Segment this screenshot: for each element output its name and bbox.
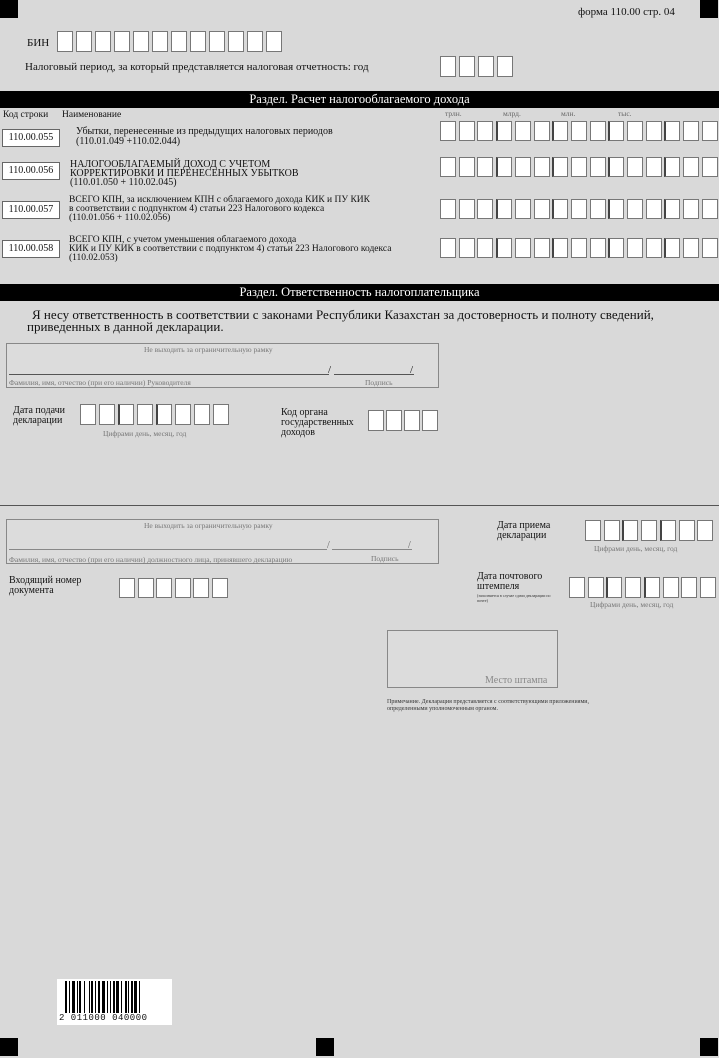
row-code-058: 110.00.058 [2,240,60,258]
row-value-cell[interactable] [571,199,587,219]
stamp-label: Место штампа [485,675,548,686]
row-value-cell[interactable] [627,199,643,219]
row-value-cell[interactable] [664,199,680,219]
barcode [57,979,172,1025]
receipt-date-cell[interactable] [679,520,695,541]
row-value-cell[interactable] [664,121,680,141]
row-value-cell[interactable] [477,199,493,219]
row-value-cell[interactable] [627,157,643,177]
barcode-bar [134,981,137,1017]
period-year-cell[interactable] [478,56,494,77]
bin-digit-cell[interactable] [133,31,149,52]
row-value-cell[interactable] [590,238,606,258]
row-value-cell[interactable] [646,121,662,141]
official-name-line[interactable] [9,549,327,550]
row-value-cell[interactable] [646,199,662,219]
row-value-cell[interactable] [590,121,606,141]
row-value-cell[interactable] [534,238,550,258]
row-value-cell[interactable] [534,157,550,177]
row-code-057: 110.00.057 [2,201,60,219]
note-text: Примечание. Декларация представляется с соответствующими приложениями, определенными уполномоченным органом. [387,699,589,712]
submit-date-cell[interactable] [194,404,210,425]
row-value-cell[interactable] [459,157,475,177]
row-value-cell[interactable] [627,238,643,258]
head-signature-line[interactable] [334,374,414,375]
submit-date-cell[interactable] [80,404,96,425]
barcode-bar [91,981,93,1017]
barcode-bar [128,981,129,1017]
submit-date-label: Дата подачи декларации [13,405,66,426]
receipt-date-hint: Цифрами день, месяц, год [594,544,678,553]
official-signature-line[interactable] [332,549,412,550]
receipt-date-label: Дата приема декларации [497,520,551,541]
postmark-date-cell[interactable] [681,577,697,598]
row-value-cell[interactable] [459,238,475,258]
authority-code-cell[interactable] [422,410,438,431]
row-value-cell[interactable] [459,199,475,219]
slash: / [410,364,414,376]
barcode-bar [110,981,111,1017]
row-value-cell[interactable] [683,121,699,141]
row-value-cell[interactable] [608,199,624,219]
row-value-cell[interactable] [496,199,512,219]
row-value-cell[interactable] [627,121,643,141]
incoming-number-cell[interactable] [156,578,172,598]
barcode-bar [84,981,85,1017]
bin-digit-cell[interactable] [228,31,244,52]
row-value-cell[interactable] [664,238,680,258]
postmark-date-label: Дата почтового штемпеля [477,571,543,592]
row-value-cell[interactable] [590,157,606,177]
row-value-cell[interactable] [608,121,624,141]
submit-date-cell[interactable] [213,404,229,425]
postmark-date-cell[interactable] [663,577,679,598]
unit-trillion: трлн. [445,109,462,118]
postmark-date-cell[interactable] [606,577,622,598]
row-value-cell[interactable] [702,157,718,177]
bin-digit-cell[interactable] [114,31,130,52]
row-value-cell[interactable] [608,157,624,177]
submit-date-cell[interactable] [175,404,191,425]
slash: / [328,364,332,376]
row-value-cell[interactable] [552,121,568,141]
head-name-line[interactable] [9,374,329,375]
slash: / [408,540,411,551]
submit-date-cell[interactable] [99,404,115,425]
row-value-cell[interactable] [440,238,456,258]
barcode-bars [65,981,165,1017]
authority-code-cell[interactable] [368,410,384,431]
submit-date-cell[interactable] [118,404,134,425]
row-value-cell[interactable] [608,238,624,258]
row-code-056: 110.00.056 [2,162,60,180]
incoming-number-label: Входящий номер документа [9,575,82,596]
postmark-date-cell[interactable] [588,577,604,598]
row-value-cell[interactable] [515,121,531,141]
incoming-number-cell[interactable] [212,578,228,598]
head-signature-frame [6,343,439,388]
barcode-bar [125,981,127,1017]
barcode-bar [89,981,90,1017]
row-name-055: Убытки, перенесенные из предыдущих налоговых периодов (110.01.049 +110.02.044) [76,126,333,147]
row-value-cell[interactable] [477,121,493,141]
bin-digit-cell[interactable] [247,31,263,52]
period-year-cell[interactable] [459,56,475,77]
row-value-cell[interactable] [534,199,550,219]
bin-digit-cell[interactable] [152,31,168,52]
receipt-date-cell[interactable] [660,520,676,541]
postmark-date-cell[interactable] [644,577,660,598]
authority-code-cell[interactable] [386,410,402,431]
row-value-cell[interactable] [496,238,512,258]
authority-code-cell[interactable] [404,410,420,431]
receipt-date-cell[interactable] [604,520,620,541]
incoming-number-cell[interactable] [119,578,135,598]
row-value-cell[interactable] [683,157,699,177]
row-value-cell[interactable] [683,238,699,258]
row-value-cell[interactable] [477,238,493,258]
row-value-cell[interactable] [496,157,512,177]
barcode-bar [116,981,119,1017]
head-signature-caption: Подпись [365,378,393,387]
row-name-056: НАЛОГООБЛАГАЕМЫЙ ДОХОД С УЧЕТОМ КОРРЕКТИРОВКИ И ПЕРЕНЕСЕННЫХ УБЫТКОВ (110.01.050 + 110.02.045) [70,159,299,188]
barcode-number: 2 011000 040000 [59,1013,170,1023]
postmark-date-cell[interactable] [569,577,585,598]
barcode-bar [139,981,140,1017]
barcode-bar [113,981,115,1017]
row-name-057: ВСЕГО КПН, за исключением КПН с облагаемого дохода КИК и ПУ КИК в соответствии с подпунктом 4) статьи 223 Налогового кодекса (110.01.056 + 110.02.056) [69,195,370,223]
corner-marker-top-right [700,0,718,18]
incoming-number-cell[interactable] [138,578,154,598]
row-value-cell[interactable] [515,199,531,219]
row-value-cell[interactable] [440,199,456,219]
row-value-cell[interactable] [683,199,699,219]
section-divider [0,505,719,506]
postmark-date-cell[interactable] [700,577,716,598]
bin-digit-cell[interactable] [190,31,206,52]
receipt-date-cell[interactable] [585,520,601,541]
row-value-cell[interactable] [571,238,587,258]
row-value-cell[interactable] [496,121,512,141]
bin-digit-cell[interactable] [57,31,73,52]
unit-million: млн. [561,109,576,118]
row-value-cell[interactable] [646,238,662,258]
row-value-cell[interactable] [477,157,493,177]
receipt-date-cell[interactable] [622,520,638,541]
row-value-cell[interactable] [571,157,587,177]
frame-hint: Не выходить за ограничительную рамку [144,345,273,354]
period-year-cell[interactable] [497,56,513,77]
barcode-bar [79,981,81,1017]
submit-date-cell[interactable] [156,404,172,425]
barcode-bar [65,981,67,1017]
postmark-note: (заполняется в случае сдачи декларации по почте) [477,593,551,603]
bin-digit-cell[interactable] [76,31,92,52]
slash: / [327,540,330,551]
frame-hint: Не выходить за ограничительную рамку [144,521,273,530]
row-value-cell[interactable] [440,157,456,177]
row-value-cell[interactable] [552,199,568,219]
submit-date-cell[interactable] [137,404,153,425]
postmark-date-cell[interactable] [625,577,641,598]
barcode-bar [72,981,75,1017]
row-value-cell[interactable] [459,121,475,141]
row-value-cell[interactable] [515,157,531,177]
bin-digit-cell[interactable] [171,31,187,52]
bin-digit-cell[interactable] [266,31,282,52]
row-value-cell[interactable] [702,121,718,141]
authority-code-label: Код органа государственных доходов [281,407,354,438]
barcode-bar [98,981,100,1017]
bin-label: БИН [27,37,50,49]
barcode-bar [102,981,105,1017]
official-signature-frame [6,519,439,564]
row-value-cell[interactable] [515,238,531,258]
barcode-bar [95,981,96,1017]
bin-digit-cell[interactable] [95,31,111,52]
unit-thousand: тыс. [618,109,632,118]
row-value-cell[interactable] [590,199,606,219]
barcode-bar [131,981,133,1017]
receipt-date-cell[interactable] [641,520,657,541]
form-label: форма 110.00 стр. 04 [578,6,675,18]
row-value-cell[interactable] [702,199,718,219]
barcode-bar [107,981,108,1017]
period-year-cell[interactable] [440,56,456,77]
row-value-cell[interactable] [702,238,718,258]
col-name-header: Наименование [62,110,122,120]
row-value-cell[interactable] [571,121,587,141]
unit-billion: млрд. [503,109,521,118]
corner-marker-bottom-left [0,1038,18,1056]
row-value-cell[interactable] [664,157,680,177]
receipt-date-cell[interactable] [697,520,713,541]
incoming-number-cell[interactable] [193,578,209,598]
postmark-date-hint: Цифрами день, месяц, год [590,600,674,609]
barcode-bar [69,981,70,1017]
row-value-cell[interactable] [440,121,456,141]
section-responsibility-title: Раздел. Ответственность налогоплательщика [0,284,719,301]
period-label: Налоговый период, за который представляется налоговая отчетность: год [25,61,369,73]
head-name-caption: Фамилия, имя, отчество (при его наличии) Руководителя [9,378,191,387]
corner-marker-top-left [0,0,18,18]
section-income-title: Раздел. Расчет налогооблагаемого дохода [0,91,719,108]
corner-marker-bottom-center [316,1038,334,1056]
incoming-number-cell[interactable] [175,578,191,598]
submit-date-hint: Цифрами день, месяц, год [103,429,187,438]
col-code-header: Код строки [3,110,49,120]
official-name-caption: Фамилия, имя, отчество (при его наличии) должностного лица, принявшего декларацию [9,555,293,564]
row-value-cell[interactable] [552,157,568,177]
corner-marker-bottom-right [700,1038,718,1056]
barcode-bar [77,981,78,1017]
barcode-bar [121,981,122,1017]
row-value-cell[interactable] [534,121,550,141]
row-name-058: ВСЕГО КПН, с учетом уменьшения облагаемого дохода КИК и ПУ КИК в соответствии с подпунктом 4) статьи 223 Налогового кодекса (110.02.053) [69,235,392,263]
official-signature-caption: Подпись [371,554,399,563]
row-value-cell[interactable] [646,157,662,177]
row-code-055: 110.00.055 [2,129,60,147]
bin-digit-cell[interactable] [209,31,225,52]
stamp-box [387,630,558,688]
row-value-cell[interactable] [552,238,568,258]
responsibility-statement: Я несу ответственность в соответствии с законами Республики Казахстан за достоверность и полноту сведений, приведенных в данной декларации. [27,307,654,334]
